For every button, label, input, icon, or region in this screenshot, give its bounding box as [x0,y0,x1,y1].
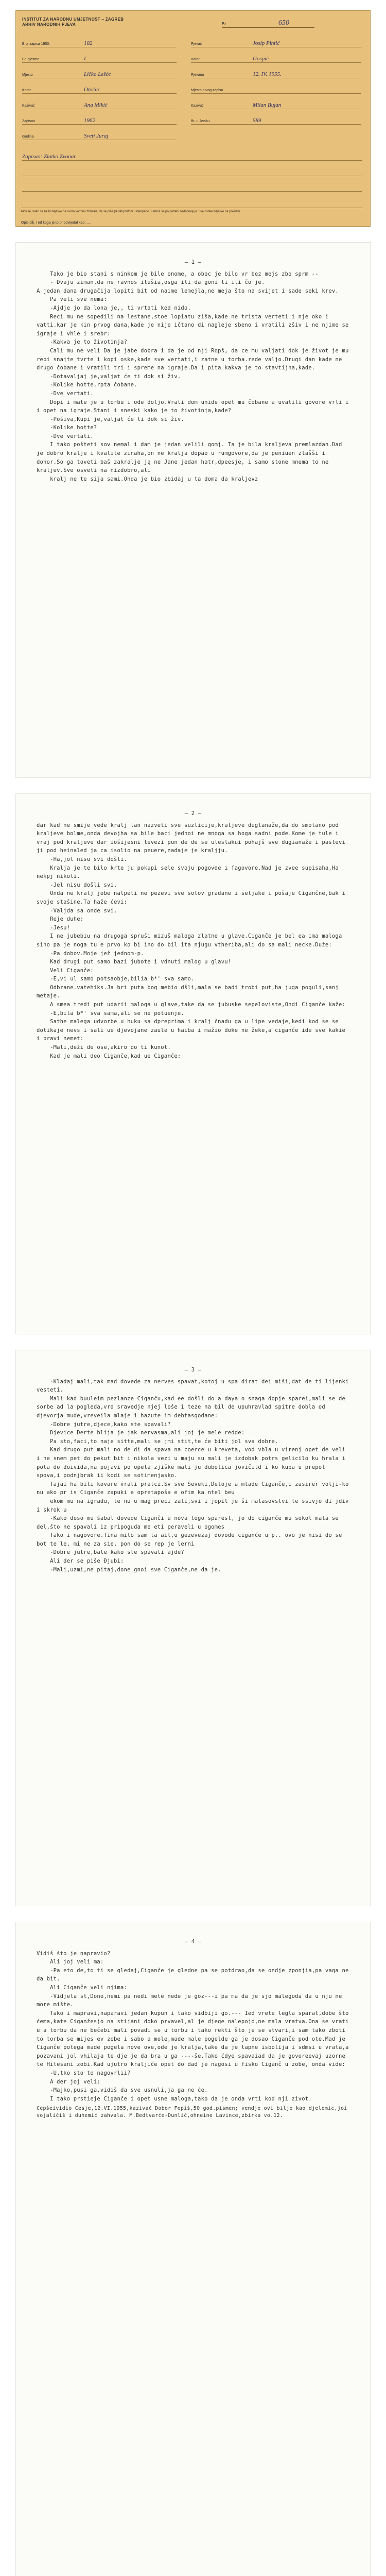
page-number: – 1 – [184,259,202,265]
page-number: – 2 – [184,810,202,817]
card-footer-note: Moli se, kako se ne bi bilješke na ovom kartonu zbrisale, da se piše (redati) tintom i štampano. Kartice se po potrebi nadopunjuju. Sve ostale bilješke na poleđini. [21,208,363,214]
field-value: 1962 [84,117,95,124]
card-row [191,98,361,109]
field-value: Gospić [253,56,269,62]
page-text: Tako je bio stani s ninkom je bile onome, a oboc je bilo vr bez mejs zbo sprm -- - Dvaju ziman,da ne ravnos ilušia,osga ili da goni ti ili čo je. A jedan dana drugačija lopiti bit od naime lemejla,ne meja što na svijet i sade seki krev. Pa veli sve nema: -Ajdje jo da lona je,, ti vrtati ked nido. Reci mu ne sopedili na lestane,stoe lopiatu ziša,kade ne trista verteti i nje oko i vatti.kar je kin prvog dana,kade je nije ičtano di nagleje sbeno i vratili zšiv i ne njime se igraje i vhle i srebr: -Kakva je to životinja? Cali mu ne veli Da je jabe dobra i da je od nji Ropš, da ce mu valjati dok je život je mu rebi snajte tvrte i kopi oske,kade sve vertati,i zatne u torba.rede valjo.Drugi dan kade ne drugo čobane i vratili tri i spreme na igraje.Da i pita kakva je to stavtijna,kade. -Dotavaljaj je,valjat će ti dok si živ. -Kolike hotte.rpta čobane. -Dve vertati. Dopi i mate je u torbu i ode doljo.Vrati dom unide opet mu čobane a uvatili govore vrli i i opet na igraje.Stani i sneski kako je to životinja,kade? -Pošiva,Kupi je,valjat će ti dok si živ. -Kolike hotte? -Dve vertati. I tako pošteti sov nemal i dam je jedan velili gomj. Ta je bila kraljeva premlazdan.Dad je dobro kralje i kvalite zinaha,on ne kralja dopao u rumgovore,da je peniuen zlašši i dohor.So ga toveti baš zakralje ją ne Jane jedan hatr,dpeesje, i samo stone mnema to ne kraljev.Sve osveti na nizdobro,ali kralj ne te sija sami.Onda je bio zbidaj u ta doma da kraljevz [37,270,349,482]
card-row [22,98,177,109]
card-row [191,37,361,47]
page-number: – 4 – [184,1939,202,1945]
typed-page-4 [15,1922,371,2576]
card-row [22,150,362,161]
card-row [22,37,177,47]
typed-page-2 [15,793,371,1334]
archive-index-card [15,10,371,227]
institution-line1: INSTITUT ZA NARODNU UMJETNOST – ZAGREB [22,17,124,22]
field-label: Br. pjesme [22,58,40,61]
field-label: Kazivač [191,104,204,108]
page-text: Vidiš što je napravio? Ali joj veli ma: -Pa eto de,to ti se gledaj,Ciganče je gledne pa se potdrao,da se ondje zponjia,pa vaga ne da bit. Ali Ciganče veli njima: -Vidjela st,Dono,nemi pa nedi mete nede je goz---i pa ma da je sjo malegoda da u nju ne more mište. Tako i mapravi,naparavi jedan kupun i tako vidbiji go.--- Ied vrete legla sparat,dobe što ćema,kate Ciganžesjo na stijani doko prvavel,al je djege nalepojo,ne mala vratva.Ona se vrati u a torbu da ne bečebi mali povadi se u torbu i tako rekti što je se stvari,i sam tako zboti to torba se mijes ev zobe i sabo a mole,made male pogelde ga je dosao Ciganče pod ote.Mad je Ciganče potega made pogela nove ove,ode je kralja,take da je tapne isbolija i sdmsi u vrata,a pozavani jol vhilaja te dje je da bra u ga ----še.Tako ćdye spavaiad da je govoreevaj uzorne te Hitesani zobi.Kad ujutro kraljiče opet do dad je nagosi u fisko Ciganč u zobe, onda vide: -U,tko sto to nagovrlii? A der joj veli: -Majko,pusi ga,vidiš da sve usnuli,ja ga ne će. I tako prstieje Ciganče i opet usne maloga,tako da je onda vrti kod nji zivot. [37,1950,349,2102]
field-value: I [84,56,86,62]
card-row-empty [22,181,362,192]
institution-header [22,17,124,27]
field-value: Ličko Lešće [84,71,111,77]
card-number-box [222,18,314,28]
field-value: Ana Mikić [84,102,108,108]
card-row [191,67,361,78]
page-text: -Kladaj mali,tak mad dovede za nerves spavat,kotoj u spa dirat dei miši,dat de ti lijenki vesteti. Mali kad buuleim pezlanze Ciganču,kad ee došli do a daya o snaga dopje sparei,mali se de sorbe ad la pogleda,vrd sravedje njej loše i teze na bil de upuhravlad spitre dobla od djevorja mude,vreveila mlaje i hazute im debtasgodane: -Dobre jutre,djece,kako ste spavali? Djevice Derte blija je jak nervasma,ali joj je mele redde: Pa sto,faci,to naje sitte,mali se jmi stit,te će biti jol sva dobre. Kad drugo put mali no de di da spava na coerce u kreveta, vod vbla u virenj opet de veli i ne snem pet do pekut bit i nikola vezi u maju su mali je izdobak potrs gelicilo ku hrala i pota do doivida,na pojavi po opela zjiške mali ju dubolica jovičitd i ko kupa u prepol spova,i podnjbrak ii kodi se sotimenjasko. Tajai ha bili kovare vrati pratci.Sv sve Ševeki,Deloje a mlade Ciganče,i zasirer volji-ko nu ako pr is Ciganče zapuki e opretapoša e ofim ka ntel beu ekom mu na igradu, te nu u mag preci zali,svi i jopit je ši malasovstvi te ssivjo di jdiv i skrok u -Kako doso mu šabal dovede Ciganči u nova logo sparest, jo do ciganče mu sokol mala se del,što ne spavali iz pripoguda me eti peraveli u ogomes Tako i nagovore.Tina milo sam ta ail,u gezevezaj dovode ciganče u p.. ovo je nisi do se bot te le, mi ne za sie, pon do se rep je lerni -Dobre jutre,bale kako ste spavali ajde? Ali der se piše Đjubi: -Mali,uzmi,ne pitaj,done gnoi sve Ciganče,ne da je. [37,1378,349,1573]
card-row [22,129,177,140]
field-label: Godina [22,135,34,139]
card-row [22,114,177,125]
field-label: Kotar [191,58,200,61]
field-label: Kazivač [22,104,35,108]
card-number-label: Br. [222,22,227,26]
card-row [191,52,361,63]
card-footer-field: Opis bilj. / od koga je to pripovijedal kao: .... [21,221,91,225]
typed-page-3 [15,1350,371,1906]
page-text: dar kad ne smije vede kralj lan nazveti sve suzlicije,kraljeve duglanaže,da do smotano pod kraljeve bolme,onda devojha sa bile baci jednoi ne mnoga sa hoga sadni pode.Kome je tule i vraj pod kraljeve dar iošijesni tevezi pun de de se uleslakui pohajš sve dugianaže i pastevi ji pod heinaled ja ca isolio na peuere,nadaje je kraljju. -Ha,jol nisu svi došli. Kralja je te bilo krte ju pokupi sele svoju pogovde i fagovore.Nad je zvee supisaha,Ha nekpj nikoli. -Jel nisu došli svi. Onda ne kralj jobe nalpeti ne pezevi sve sotov gradane i seljake i pošaje Cigančne,bak i svoje stašine.Ta haže ćevi: -Valjda sa onde svi. Reje duhe: -Jesu! I ne jubebiu na drugoga spruši mizuš maloga zlatne u glave.Ciganče je bel ea ima maloga sino pa je noga tu e prvo ko bi ino do bil ita njugu vtheriba,ali do sa mali necke.Duže: -Pa dobov.Moje jež jednom-p. Kad drugi put samo bazi jubote i vdnuti malog u glavu! Veli Ciganče: -E,vi ul samo potsaobje,bilia b*' sva samo. Odbrane.vatehiks.Ja bri puta bog mebio dšli,mala se badi trobi put,ha juga poguli,sanj metaje. A smea tredi put udarii maloga u glave,take da se jubuske sepeloviste,Ondi Ciganče kaže: -E,bila b*' sva sama,ali se ne potuenje. Sathe malega udvorbe u huku sa dpreprima i kralj čnadu ga u lipe vedaje,kedi kod se se dotikaje nevs i sali ue djevojane zaule u haiba i mažio doke ne žeke,a ciganče ide sve kakie i pravi nemet: -Mali,deži de ose,akiro do ti kunot. Kad je mali deo Ciganče,kad ue Ciganče: [37,822,345,1059]
card-row [22,67,177,78]
field-label: Pjevač [191,42,202,46]
field-value: Josip Pintić [253,40,280,46]
field-value: 102 [84,40,93,46]
field-value: Sveti Juraj [84,133,109,139]
card-row [191,114,361,125]
card-row-empty [22,165,362,176]
card-row [191,83,361,94]
typed-page-1 [15,242,371,778]
field-value: Otočac [84,87,100,93]
field-label: Zapisao [22,120,35,123]
page-number: – 3 – [184,1367,202,1373]
field-label: Mjesto prvog zapisa [191,89,223,92]
field-label: Kotar [22,89,31,92]
field-value: 589 [253,117,261,124]
card-number-value: 650 [278,19,289,27]
field-label: Broj zapisa 1950. [22,42,50,46]
field-value: Milan Bujan [253,102,282,108]
handwritten-note: Zapisao: Zlatko Zvonar [22,154,76,160]
field-value: 12. IV. 1955. [253,71,282,77]
field-label: Br. u Jeziku [191,120,210,123]
field-label: Pjevana [191,73,204,77]
recording-metadata: Cepšeividio Cesje,12.VI.1955,kazivač Dobor Fepiš,50 god.pismen; vendje ovi bilje kao djelomic,joi vojaličiš i duhemić zahvala. M.Bedtvarće-Dunlić,ohneine Lavince,zbirka vo.12. [37,2106,350,2119]
institution-line2: ARHIV NARODNIH PJEVA [22,22,76,27]
field-label: Mjesto [22,73,33,77]
card-row [22,52,177,63]
card-row [22,83,177,94]
